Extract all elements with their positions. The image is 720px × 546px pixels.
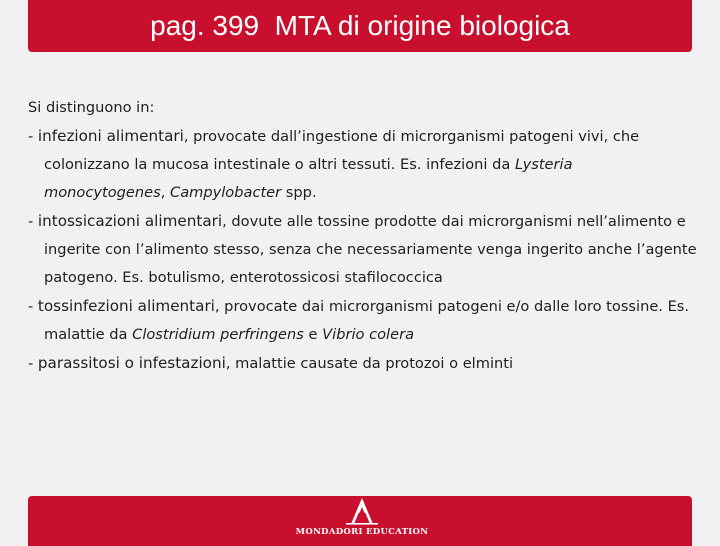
title-bar bbox=[28, 0, 692, 52]
item-dash: - bbox=[28, 298, 38, 315]
list-item-intossicazioni bbox=[28, 207, 698, 292]
list-item-infezioni bbox=[28, 122, 698, 207]
item-text: , provocate dai microrganismi patogeni e/o dalle loro tossine. Es. malattie da bbox=[44, 298, 690, 343]
slide-content bbox=[28, 94, 698, 378]
list-item-tossinfezioni bbox=[28, 292, 698, 349]
item-mid: , bbox=[160, 184, 170, 201]
item-italic: Campylobacter bbox=[170, 184, 282, 201]
logo-text: MONDADORI EDUCATION bbox=[295, 527, 429, 537]
item-list bbox=[28, 122, 698, 378]
item-term: tossinfezioni alimentari bbox=[37, 297, 215, 315]
item-tail: spp. bbox=[281, 184, 317, 201]
item-italic: Clostridium perfringens bbox=[132, 326, 304, 343]
item-dash: - bbox=[28, 213, 38, 230]
item-text: , dovute alle tossine prodotte dai microrganismi nell’alimento e ingerite con l’alimento stesso, senza che necessariamente venga ingerito anche l’agente patogeno. Es. botulismo, enterotossicosi stafilococcica bbox=[44, 213, 697, 286]
item-italic: Vibrio colera bbox=[322, 326, 415, 343]
item-text: , provocate dall’ingestione di microrganismi patogeni vivi, che colonizzano la mucosa intestinale o altri tessuti. Es. infezioni da bbox=[44, 128, 640, 173]
item-mid: e bbox=[303, 326, 323, 343]
item-dash: - bbox=[28, 355, 38, 372]
item-text: , malattie causate da protozoi o elminti bbox=[225, 355, 514, 372]
page-title: pag. 399 MTA di origine biologica bbox=[150, 10, 570, 41]
item-term: intossicazioni alimentari bbox=[37, 212, 223, 230]
list-item-parassitosi bbox=[28, 349, 698, 378]
mondadori-rose-icon bbox=[342, 497, 382, 525]
item-dash: - bbox=[28, 128, 38, 145]
mondadori-education-logo bbox=[282, 497, 442, 540]
item-italic: Lysteria monocytogenes bbox=[44, 156, 573, 201]
item-term: infezioni alimentari bbox=[37, 127, 184, 145]
item-term: parassitosi o infestazioni bbox=[37, 354, 226, 372]
intro-text: Si distinguono in: bbox=[28, 99, 155, 116]
